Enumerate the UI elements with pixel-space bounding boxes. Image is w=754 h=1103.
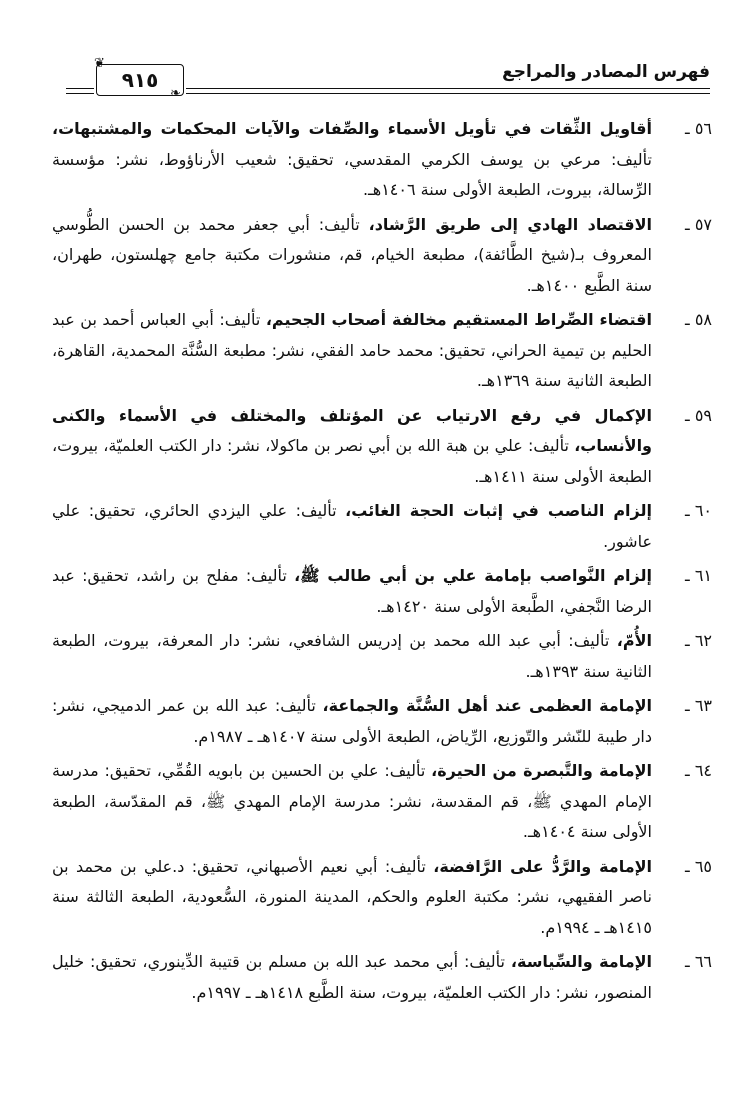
list-item <box>52 691 712 752</box>
entry-number: ٥٩ ـ <box>685 405 712 425</box>
entry-title: الإمامة والتَّبصرة من الحيرة، <box>431 761 652 780</box>
entry-body: تأليف: أبي جعفر محمد بن الحسن الطُّوسي المعروف بـ(شيخ الطَّائفة)، مطبعة الخيام، قم، منشورات مكتبة جامع چهلستون، طهران، سنة الطَّبع ١٤٠٠هـ. <box>52 214 652 295</box>
page-number-box <box>94 56 184 101</box>
entry-body: تأليف: مفلح بن راشد، تحقيق: عبد الرضا النَّجفي، الطَّبعة الأولى سنة ١٤٢٠هـ. <box>52 566 652 616</box>
entry-number: ٥٧ ـ <box>685 214 712 234</box>
list-item <box>52 756 712 848</box>
entry-number: ٦٤ ـ <box>685 761 712 780</box>
list-item <box>52 305 712 397</box>
entry-body: تأليف: مرعي بن يوسف الكرمي المقدسي، تحقيق: شعيب الأرناؤوط، نشر: مؤسسة الرِّسالة، بيروت، الطبعة الأولى سنة ١٤٠٦هـ. <box>52 149 652 199</box>
header-rule <box>186 88 710 89</box>
entry-title: الإمامة والسِّياسة، <box>510 952 653 971</box>
entry-title: الأُمّ، <box>616 631 652 650</box>
page-number: ٩١٥ <box>121 68 159 92</box>
list-item <box>52 852 712 944</box>
entry-body: تأليف: علي اليزدي الحائري، تحقيق: علي عاشور. <box>52 501 652 551</box>
entry-number: ٦١ ـ <box>685 566 712 585</box>
entry-title: أقاويل الثِّقات في تأويل الأسماء والصِّفات والآيات المحكمات والمشتبهات، <box>52 119 652 138</box>
page-header <box>66 56 710 101</box>
entry-title: الإمامة والرَّدُّ على الرَّافضة، <box>433 856 653 876</box>
header-rule-left <box>66 88 94 89</box>
list-item <box>52 210 712 302</box>
entry-title: إلزام الناصب في إثبات الحجة الغائب، <box>345 501 652 520</box>
entry-body: تأليف: عبد الله بن عمر الدميجي، نشر: دار طيبة للنّشر والتّوزيع، الرِّياض، الطبعة الأولى سنة ١٤٠٧هـ ـ ١٩٨٧م. <box>52 696 652 746</box>
list-item <box>52 114 712 206</box>
entry-title: الإكمال في رفع الارتياب عن المؤتلف والمختلف في الأسماء والكنى والأنساب، <box>52 405 652 455</box>
ornament-icon: ❧ <box>170 86 181 101</box>
entry-title: إلزام النَّواصب بإمامة علي بن أبي طالب ﷺ، <box>294 566 652 585</box>
list-item <box>52 496 712 557</box>
bibliography-list <box>52 114 712 1012</box>
entry-body: تأليف: أبي عبد الله محمد بن إدريس الشافعي، نشر: دار المعرفة، بيروت، الطبعة الثانية سنة ١٣٩٣هـ. <box>52 631 652 681</box>
list-item <box>52 626 712 687</box>
entry-number: ٦٦ ـ <box>685 952 712 971</box>
entry-body: تأليف: أبي العباس أحمد بن عبد الحليم بن تيمية الحراني، تحقيق: محمد حامد الفقي، نشر: مطبعة السُّنَّة المحمدية، القاهرة، الطبعة الثانية سنة ١٣٦٩هـ. <box>52 310 652 390</box>
entry-body: تأليف: علي بن هبة الله بن أبي نصر بن ماكولا، نشر: دار الكتب العلميّة، بيروت، الطبعة الأولى سنة ١٤١١هـ. <box>52 436 652 486</box>
entry-title: الاقتصاد الهادي إلى طريق الرَّشاد، <box>368 214 653 234</box>
list-item <box>52 401 712 493</box>
header-rule-thin <box>186 93 710 94</box>
entry-number: ٥٨ ـ <box>685 310 712 329</box>
entry-body: تأليف: أبي محمد عبد الله بن مسلم بن قتيبة الدِّينوري، تحقيق: خليل المنصور، نشر: دار الكتب العلميّة، بيروت، سنة الطَّبع ١٤١٨هـ ـ ١٩٩٧م. <box>52 952 652 1002</box>
entry-number: ٦٠ ـ <box>685 501 712 520</box>
header-rule-left-thin <box>66 93 94 94</box>
entry-number: ٦٥ ـ <box>685 856 712 876</box>
entry-number: ٦٢ ـ <box>685 631 712 650</box>
running-header-title: فهرس المصادر والمراجع <box>502 62 710 82</box>
entry-number: ٦٣ ـ <box>685 696 712 715</box>
entry-body: تأليف: علي بن الحسين بن بابويه القُمِّي، تحقيق: مدرسة الإمام المهدي ﷺ، قم المقدسة، نشر: مدرسة الإمام المهدي ﷺ، قم المقدّسة، الطبعة الأولى سنة ١٤٠٤هـ. <box>52 761 652 841</box>
entry-title: الإمامة العظمى عند أهل السُّنَّة والجماعة، <box>322 696 653 715</box>
list-item <box>52 561 712 622</box>
entry-number: ٥٦ ـ <box>685 119 712 138</box>
entry-body: تأليف: أبي نعيم الأصبهاني، تحقيق: د.علي بن محمد بن ناصر الفقيهي، نشر: مكتبة العلوم والحكم، المدينة المنورة، السُّعودية، الطبعة الثالثة سنة ١٤١٥هـ ـ ١٩٩٤م. <box>52 856 652 937</box>
ornament-icon: ❦ <box>94 56 105 71</box>
list-item <box>52 947 712 1008</box>
entry-title: اقتضاء الصِّراط المستقيم مخالفة أصحاب الجحيم، <box>265 310 652 329</box>
